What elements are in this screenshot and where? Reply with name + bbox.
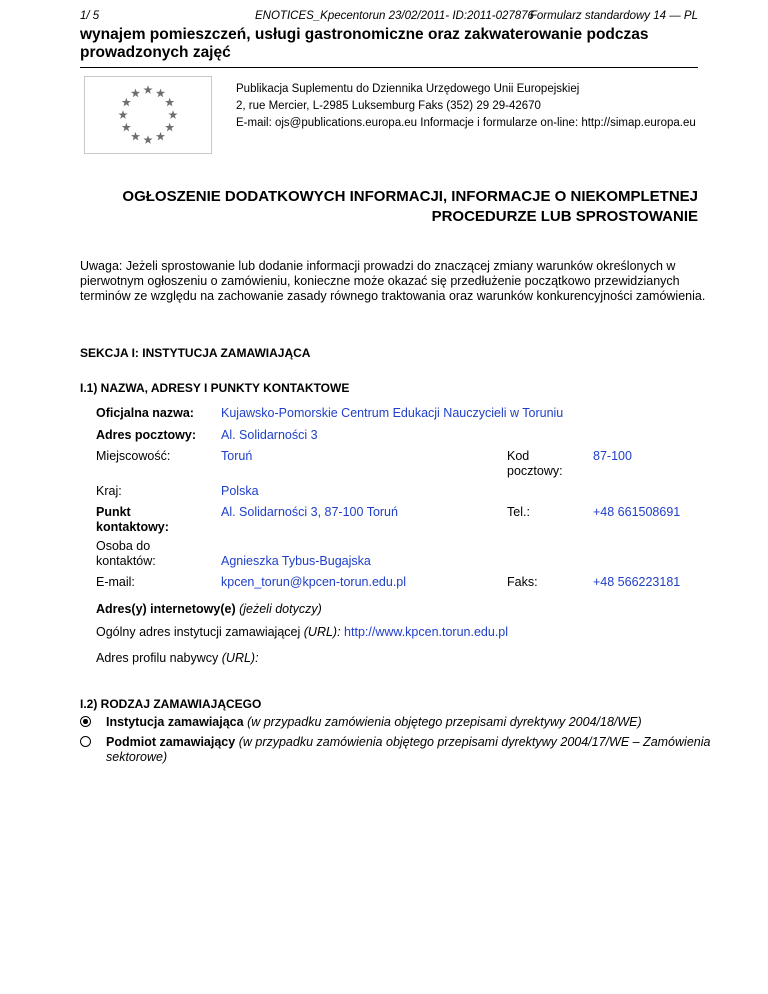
postal-address-value: Al. Solidarności 3 (221, 428, 318, 442)
postcode-label: Kod pocztowy: (507, 449, 563, 478)
contact-person-value: Agnieszka Tybus-Bugajska (221, 554, 371, 568)
contact-person-label: Osoba do kontaktów: (96, 539, 156, 568)
buyer-profile-url-label: (URL): (221, 651, 259, 665)
city-label: Miejscowość: (96, 449, 171, 463)
phone-label: Tel.: (507, 505, 530, 519)
official-name-label: Oficjalna nazwa: (96, 406, 194, 420)
option-2-title: Podmiot zamawiający (106, 735, 236, 749)
star-icon (122, 123, 131, 132)
buyer-profile-label: Adres profilu nabywcy (96, 651, 219, 665)
buyer-profile-row (96, 651, 259, 666)
general-address-row (96, 625, 508, 640)
notice-warning: Uwaga: Jeżeli sprostowanie lub dodanie informacji prowadzi do znaczącej zmiany warunków określonych w pierwotnym ogłoszeniu o zamówieniu, konieczne może okazać się przedłużenie początkowo przewidzianych terminów ze względu na zachowanie zasady równego traktowania oraz warunków konkurencyjności zamówienia. (80, 259, 706, 303)
publisher-line-3: E-mail: ojs@publications.europa.eu Informacje i formularze on-line: http://simap.europa.eu (236, 117, 696, 129)
option-contracting-authority[interactable] (80, 715, 720, 730)
star-icon (122, 98, 131, 107)
contact-point-value: Al. Solidarności 3, 87-100 Toruń (221, 505, 398, 519)
publisher-info (236, 81, 706, 132)
section-1-1-title: I.1) NAZWA, ADRESY I PUNKTY KONTAKTOWE (80, 381, 350, 395)
general-address-label: Ogólny adres instytucji zamawiającej (96, 625, 301, 639)
page-number: 1/ 5 (80, 10, 100, 22)
general-address-url[interactable]: http://www.kpcen.torun.edu.pl (344, 625, 509, 639)
general-address-url-label: (URL): (303, 625, 341, 639)
email-label: E-mail: (96, 575, 135, 589)
publisher-line-1: Publikacja Suplementu do Dziennika Urzędowego Unii Europejskiej (236, 83, 580, 95)
email-value: kpcen_torun@kpcen-torun.edu.pl (221, 575, 407, 589)
country-label: Kraj: (96, 484, 122, 498)
publisher-line-2: 2, rue Mercier, L-2985 Luksemburg Faks (352) 29 29-42670 (236, 100, 541, 112)
option-1-title: Instytucja zamawiająca (106, 715, 244, 729)
star-icon (143, 85, 152, 94)
internet-addresses (96, 602, 322, 617)
section-1-2-title: I.2) RODZAJ ZAMAWIAJĄCEGO (80, 697, 262, 711)
postal-address-label: Adres pocztowy: (96, 428, 197, 442)
document-id: ENOTICES_Kpecentorun 23/02/2011- ID:2011-027876 (255, 10, 534, 22)
option-2-note: (w przypadku zamówienia objętego przepisami dyrektywy 2004/17/WE – Zamówienia sektorowe) (106, 735, 711, 764)
notice-subject-title: wynajem pomieszczeń, usługi gastronomiczne oraz zakwaterowanie podczas prowadzonych zajęć (80, 26, 698, 68)
main-title: OGŁOSZENIE DODATKOWYCH INFORMACJI, INFORMACJE O NIEKOMPLETNEJ PROCEDURZE LUB SPROSTOWANIE (122, 188, 698, 225)
radio-unchecked-icon[interactable] (80, 736, 91, 747)
eu-stars-icon (85, 77, 211, 153)
star-icon (156, 89, 165, 98)
internet-addresses-note: (jeżeli dotyczy) (239, 602, 322, 616)
official-name-value: Kujawsko-Pomorskie Centrum Edukacji Nauczycieli w Toruniu (221, 406, 564, 420)
internet-addresses-label: Adres(y) internetowy(e) (96, 602, 236, 616)
radio-checked-icon[interactable] (80, 716, 91, 727)
star-icon (131, 89, 140, 98)
eu-flag-logo (84, 76, 212, 154)
phone-value: +48 661508691 (593, 505, 681, 519)
fax-label: Faks: (507, 575, 538, 589)
postcode-value: 87-100 (593, 449, 632, 463)
star-icon (118, 110, 127, 119)
star-icon (131, 132, 140, 141)
option-contracting-entity[interactable] (80, 735, 720, 765)
fax-value: +48 566223181 (593, 575, 681, 589)
section-1-title: SEKCJA I: INSTYTUCJA ZAMAWIAJĄCA (80, 346, 311, 360)
star-icon (165, 123, 174, 132)
star-icon (143, 135, 152, 144)
country-value: Polska (221, 484, 259, 498)
option-1-note: (w przypadku zamówienia objętego przepisami dyrektywy 2004/18/WE) (247, 715, 642, 729)
city-value: Toruń (221, 449, 253, 463)
star-icon (165, 98, 174, 107)
star-icon (156, 132, 165, 141)
star-icon (168, 110, 177, 119)
form-name: Formularz standardowy 14 — PL (529, 10, 698, 22)
contact-point-label: Punkt kontaktowy: (96, 505, 169, 534)
